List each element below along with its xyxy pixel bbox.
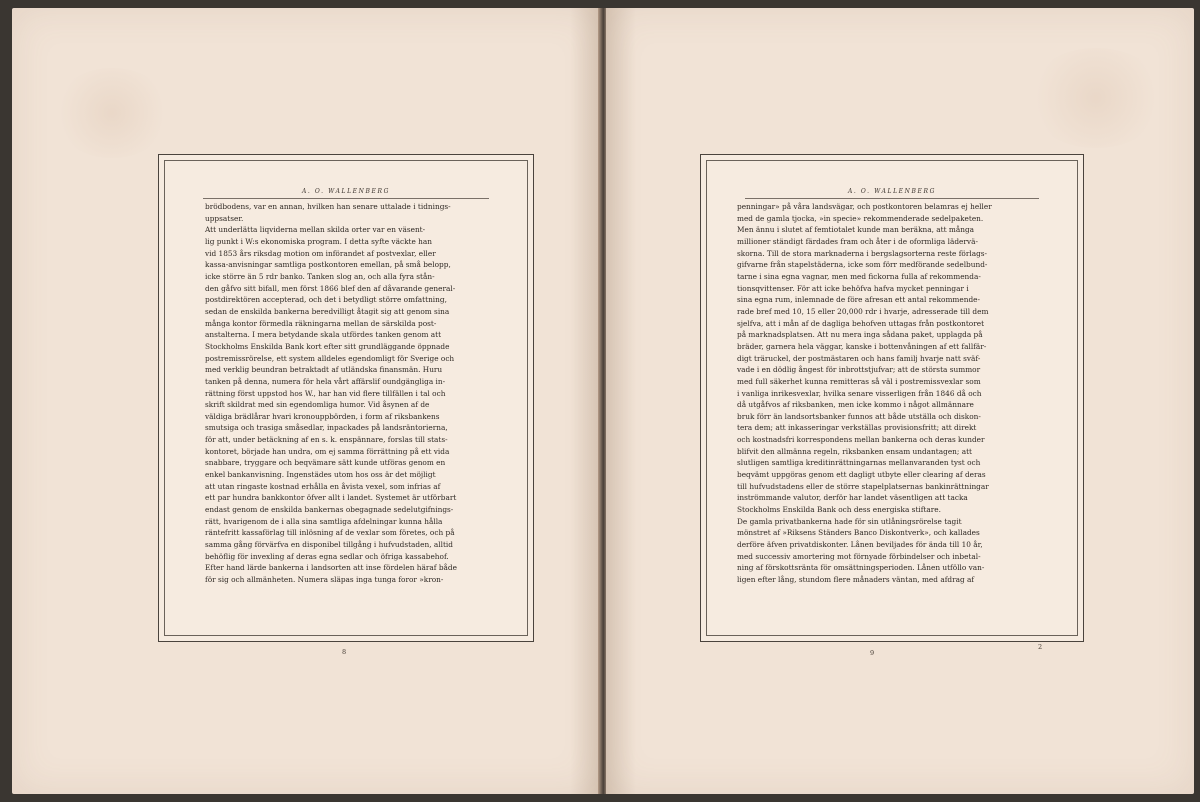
text-frame xyxy=(700,154,1084,642)
page-number: 9 xyxy=(870,649,875,657)
left-page xyxy=(12,8,600,794)
page-shadow xyxy=(570,8,600,794)
page-shadow xyxy=(606,8,636,794)
page-number: 8 xyxy=(342,648,347,656)
running-head: A. O. WALLENBERG xyxy=(203,188,489,199)
text-frame xyxy=(158,154,534,642)
paper-stain xyxy=(52,68,172,158)
right-page xyxy=(606,8,1194,794)
body-text: penningar» på våra landsvägar, och postkontoren belamras ej heller med de gamla tjocka, »in specie» rekommenderade sedelpaketen. Men ännu i slutet af femtiotalet kunde man beräkna, att många millioner ständigt färdades fram och åter i de oformliga lädervä- skorna. Till de stora marknaderna i bergslagsorterna reste förlags- gifvarne från stapelstäderna, icke som förr medförande sedelbund- tarne i sina egna vagnar, men med fickorna fulla af rekommenda- tionsqvittenser. För att icke behöfva hafva mycket penningar i sina egna rum, inlemnade de före afresan ett antal rekommende- rade bref med 10, 15 eller 20,000 rdr i hvarje, adresserade till dem sjelfva, att i mån af de dagliga behofven uttagas från postkontoret på marknadsplatsen. Att nu mera inga sådana paket, upplagda på bräder, garnera hela väggar, kanske i bottenvåningen af ett fallfär- digt träruckel, der postmästaren och hans familj hvarje natt sväf- vade i en dödlig ångest för inbrottstjufvar; att de största summor med full säkerhet kunna remitteras så väl i postremissvexlar som i vanliga inrikesvexlar, hvilka senare visserligen från 1846 då och då utgåfvos af riksbanken, men icke kommo i något allmännare bruk förr än landsortsbanker funnos att både utställa och diskon- tera dem; att inkasseringar verkställas provisionsfritt; att direkt och kostnadsfri korrespondens mellan bankerna och deras kunder blifvit den allmänna regeln, riksbanken ensam undantagen; att slutligen samtliga kreditinrättningarnas mellanvaranden tyst och beqvämt uppgöras genom ett dagligt utbyte eller clearing af deras till hufvudstadens eller de större stapelplatsernas bankinrättningar inströmmande valutor, derför har landet väsentligen att tacka Stockholms Enskilda Bank och dess energiska stiftare. De gamla privatbankerna hade för sin utlåningsrörelse tagit mönstret af »Riksens Ständers Banco Diskontverk», och kallades derföre äfven privatdiskonter. Lånen beviljades för ända till 10 år, med successiv amortering mot förnyade förbindelser och inbetal- ning af förskottsränta för omsättningsperioden. Lånen utföllo van- ligen efter lång, stundom flere månaders väntan, med afdrag af xyxy=(737,202,992,584)
running-head: A. O. WALLENBERG xyxy=(745,188,1039,199)
body-text: brödbodens, var en annan, hvilken han senare uttalade i tidnings- uppsatser. Att underlätta liqviderna mellan skilda orter var en väsent- lig punkt i W:s ekonomiska program. I detta syfte väckte han vid 1853 års riksdag motion om införandet af postvexlar, eller kassa-anvisningar samtliga postkontoren emellan, på små belopp, icke större än 5 rdr banko. Tanken slog an, och alla fyra stån- den gåfvo sitt bifall, men först 1866 blef den af dåvarande general- postdirektören accepterad, och det i betydligt större omfattning, sedan de enskilda bankerna beredvilligt åtagit sig att genom sina många kontor förmedla räkningarna mellan de särskilda post- anstalterna. I mera betydande skala utfördes tanken genom att Stockholms Enskilda Bank kort efter sitt grundläggande öppnade postremissrörelse, ett system alldeles egendomligt för Sverige och med verklig beundran betraktadt af utländska finansmän. Huru tanken på denna, numera för hela vårt affärslif oundgängliga in- rättning först uppstod hos W., har han vid flere tillfällen i tal och skrift skildrat med sin egendomliga humor. Vid åsynen af de väldiga brädlårar hvari kronouppbörden, i form af riksbankens smutsiga och trasiga småsedlar, inpackades på landsräntorierna, för att, under betäckning af en s. k. enspännare, forslas till stats- kontoret, började han undra, om ej samma förrättning på ett vida snabbare, tryggare och beqvämare sätt kunde utföras genom en enkel bankanvisning. Ingenstädes utom hos oss är det möjligt att utan ringaste kostnad erhålla en åvista vexel, som infrias af ett par hundra bankkontor öfver allt i landet. Systemet är utförbart endast genom de enskilda bankernas obegagnade sedelutgifnings- rätt, hvarigenom de i alla sina samtliga afdelningar kunna hålla räntefritt kassaförlag till inlösning af de vexlar som företes, och på samma gång förvärfva en disponibel tillgång i hufvudstaden, alltid behöflig för invexling af deras egna sedlar och öfriga kassabehof. Efter hand lärde bankerna i landsorten att inse fördelen häraf både för sig och allmänheten. Numera släpas inga tunga foror »kron- xyxy=(205,202,457,584)
signature-mark: 2 xyxy=(1038,643,1043,651)
paper-stain xyxy=(1026,48,1166,148)
